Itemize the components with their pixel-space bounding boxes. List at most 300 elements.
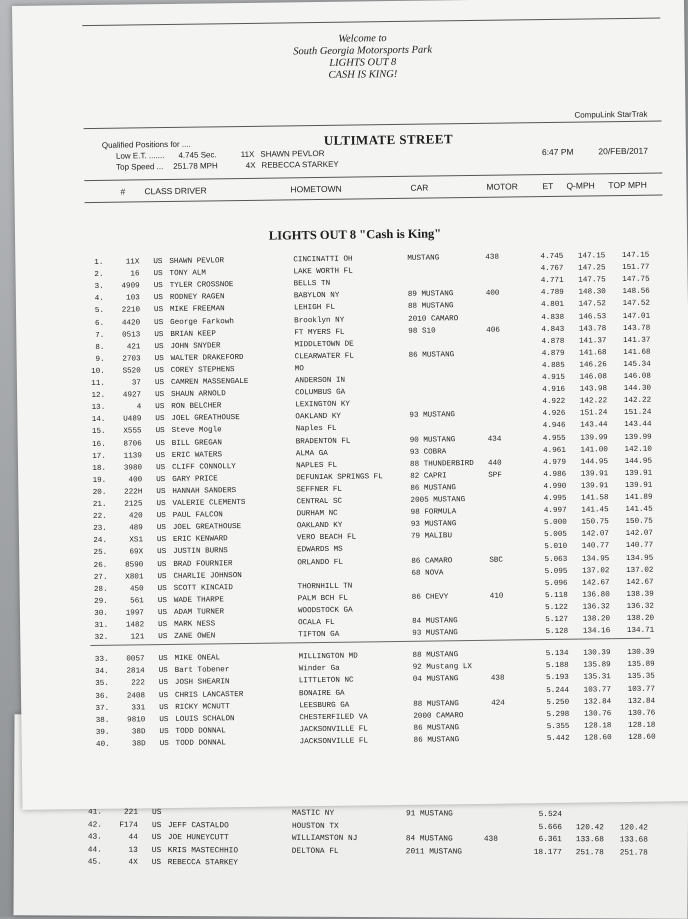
cell-q: 251.78 <box>564 847 604 859</box>
cell-car: 68 NOVA <box>411 567 443 579</box>
cell-cls: US <box>155 353 164 365</box>
cell-q: 146.26 <box>567 359 607 372</box>
cell-driver: CAMREN MASSENGALE <box>171 376 249 389</box>
cell-cls: US <box>154 304 163 316</box>
cell-car: 79 MALIBU <box>411 531 452 544</box>
cell-driver: ZANE OWEN <box>174 630 215 643</box>
cell-driver: George Farkowh <box>170 316 234 329</box>
cell-num: 4X <box>110 857 138 869</box>
cell-car: 89 MUSTANG <box>408 289 454 302</box>
cell-num: F174 <box>110 819 138 831</box>
cell-num: 8706 <box>114 438 142 450</box>
cell-pos: 24. <box>89 535 107 547</box>
cell-num: 561 <box>116 595 144 607</box>
cell-num: 8590 <box>115 559 143 571</box>
cell-pos: 21. <box>88 499 106 511</box>
cell-cls: US <box>154 280 163 292</box>
cell-num: XS1 <box>115 535 143 547</box>
cell-car: 2010 CAMARO <box>408 313 458 326</box>
cell-driver: WADE THARPE <box>174 594 224 607</box>
cell-town: TIFTON GA <box>298 629 339 642</box>
cell-q: 138.20 <box>570 613 610 626</box>
cell-driver: COREY STEPHENS <box>171 364 235 377</box>
cell-driver: SHAUN ARNOLD <box>171 388 226 401</box>
cell-town: DURHAM NC <box>297 508 338 521</box>
header-divider <box>84 121 662 130</box>
cell-driver: JOE HUNEYCUTT <box>168 832 229 844</box>
cell-q: 139.91 <box>568 468 608 481</box>
cell-et: 4.946 <box>527 420 565 432</box>
cell-num: 420 <box>115 510 143 522</box>
cell-q: 141.68 <box>567 347 607 360</box>
cell-driver: CLIFF CONNOLLY <box>172 461 236 474</box>
cell-top: 103.77 <box>615 683 655 696</box>
cell-town: OAKLAND KY <box>295 411 341 424</box>
cell-town: MIDDLETOWN DE <box>294 338 353 351</box>
cell-top: 146.08 <box>611 371 651 384</box>
cell-town: LEXINGTON KY <box>295 399 350 412</box>
cell-num: 4927 <box>113 389 141 401</box>
cell-q: 134.95 <box>569 553 609 566</box>
cell-town: ANDERSON IN <box>295 375 345 388</box>
cell-pos: 4. <box>86 293 104 305</box>
cell-top: 139.91 <box>612 467 652 480</box>
cell-q: 133.68 <box>564 834 604 846</box>
cell-cls: US <box>152 832 161 844</box>
cell-pos: 19. <box>88 475 106 487</box>
cell-car: MUSTANG <box>407 252 439 264</box>
cell-town: THORNHILL TN <box>298 580 353 593</box>
cell-top: 141.45 <box>613 504 653 517</box>
cell-car: 86 CAMARO <box>411 555 452 568</box>
cell-num: 4909 <box>112 281 140 293</box>
report-time: 6:47 PM <box>542 147 574 157</box>
cell-num: 331 <box>117 702 145 714</box>
cell-q: 142.67 <box>570 577 610 590</box>
column-headers <box>14 179 686 200</box>
cell-cls: US <box>156 425 165 437</box>
cell-et: 4.961 <box>528 444 566 456</box>
cell-top: 141.37 <box>610 334 650 347</box>
cell-car: 86 MUSTANG <box>414 734 460 747</box>
cell-cls: US <box>157 510 166 522</box>
cell-cls: US <box>159 714 168 726</box>
cell-top: 139.99 <box>612 431 652 444</box>
event-name: LIGHTS OUT 8 <box>73 54 653 74</box>
cell-num: 0057 <box>116 654 144 666</box>
cell-top: 251.78 <box>608 847 648 859</box>
cell-et: 4.745 <box>525 251 563 263</box>
cell-town: CENTRAL SC <box>296 496 342 509</box>
cell-driver: WALTER DRAKEFORD <box>171 352 244 365</box>
cell-top: 144.30 <box>611 383 651 396</box>
cell-et: 5.095 <box>529 565 567 577</box>
cell-car: 88 MUSTANG <box>408 301 454 314</box>
cell-et: 5.122 <box>530 602 568 614</box>
cell-num: 4420 <box>112 317 140 329</box>
cell-cls: US <box>156 438 165 450</box>
cell-town: JACKSONVILLE FL <box>300 735 369 748</box>
cell-q: 128.60 <box>572 732 612 745</box>
cell-driver: Bart Tobener <box>175 665 230 678</box>
cell-town: Brooklyn NY <box>294 314 344 327</box>
cell-pos: 30. <box>90 608 108 620</box>
cell-town: FT MYERS FL <box>294 326 344 339</box>
cell-driver: JOSH SHEARIN <box>175 677 230 690</box>
cell-top: 147.15 <box>609 250 649 263</box>
cell-top: 147.01 <box>610 310 650 323</box>
cell-pos: 44. <box>84 844 102 856</box>
cell-et: 5.005 <box>529 529 567 541</box>
cell-driver: HANNAH SANDERS <box>172 485 236 498</box>
cell-pos: 34. <box>91 666 109 678</box>
cell-cls: US <box>157 522 166 534</box>
top-speed-car: 4X <box>246 160 256 171</box>
cell-driver: JOEL GREATHOUSE <box>173 521 242 534</box>
cell-q: 147.15 <box>565 250 605 263</box>
cell-town: CLEARWATER FL <box>295 350 354 363</box>
cell-num: 11X <box>111 256 139 268</box>
cell-pos: 13. <box>87 402 105 414</box>
cell-cls: US <box>152 845 161 857</box>
cell-driver: TODD DONNAL <box>175 725 225 738</box>
cell-town: BELLS TN <box>294 278 331 290</box>
cell-town: BONAIRE GA <box>299 687 345 700</box>
cell-cls: US <box>155 377 164 389</box>
cell-cls: US <box>154 341 163 353</box>
cell-top: 147.75 <box>610 274 650 287</box>
cell-pos: 45. <box>84 857 102 869</box>
cell-q: 147.52 <box>566 299 606 312</box>
cell-top: 141.89 <box>612 492 652 505</box>
cell-car: 91 MUSTANG <box>406 808 453 820</box>
cell-et: 4.801 <box>526 299 564 311</box>
cell-top: 136.32 <box>614 601 654 614</box>
cell-car: 82 CAPRI <box>410 470 447 482</box>
cell-cls: US <box>159 677 168 689</box>
cell-top: 142.67 <box>614 576 654 589</box>
cell-q: 148.30 <box>566 287 606 300</box>
cell-town: PALM BCH FL <box>298 592 348 605</box>
cell-top: 145.34 <box>611 359 651 372</box>
cell-driver: RICKY MCNUTT <box>175 701 230 714</box>
cell-cls: US <box>158 619 167 631</box>
cell-q: 139.91 <box>568 480 608 493</box>
cell-car: 93 MUSTANG <box>409 410 455 423</box>
cell-num: 3980 <box>114 462 142 474</box>
cell-pos: 26. <box>89 559 107 571</box>
col-motor: MOTOR <box>486 181 518 191</box>
cell-q: 136.80 <box>570 589 610 602</box>
cell-num: 37 <box>113 377 141 389</box>
cell-pos: 41. <box>84 807 102 819</box>
cell-town: LITTLETON NC <box>299 675 354 688</box>
cell-pos: 32. <box>90 632 108 644</box>
cell-num: 13 <box>110 845 138 857</box>
cell-town: WILLIAMSTON NJ <box>292 833 358 845</box>
cell-top: 138.39 <box>614 588 654 601</box>
cell-num: U489 <box>113 414 141 426</box>
cell-cls: US <box>153 268 162 280</box>
race-title: LIGHTS OUT 8 "Cash is King" <box>75 224 635 246</box>
cell-car: 86 CHEVY <box>412 591 449 603</box>
cell-car: 93 MUSTANG <box>411 518 457 531</box>
cell-driver: BRAD FOURNIER <box>173 558 232 571</box>
cell-num: X801 <box>115 571 143 583</box>
cell-num: 44 <box>110 832 138 844</box>
cell-cls: US <box>154 329 163 341</box>
cell-pos: 22. <box>89 511 107 523</box>
cell-pos: 38. <box>91 714 109 726</box>
cell-num: 221 <box>110 807 138 819</box>
cell-et: 5.666 <box>524 821 562 833</box>
cell-cls: US <box>155 389 164 401</box>
cell-num: 450 <box>116 583 144 595</box>
cell-q: 137.02 <box>569 565 609 578</box>
cell-pos: 7. <box>86 329 104 341</box>
col-hometown: HOMETOWN <box>290 184 341 195</box>
cell-q: 146.08 <box>567 371 607 384</box>
col-topmph: TOP MPH <box>608 180 647 191</box>
cell-driver: JEFF CASTALDO <box>168 820 229 832</box>
cell-pos: 27. <box>89 571 107 583</box>
cell-top: 143.44 <box>611 419 651 432</box>
cell-num: X555 <box>114 426 142 438</box>
cell-cls: US <box>160 738 169 750</box>
cell-et: 5.244 <box>531 684 569 696</box>
cell-car: 90 MUSTANG <box>410 434 456 447</box>
cell-et: 5.355 <box>531 721 569 733</box>
cell-cls: US <box>152 820 161 832</box>
cell-num: 222H <box>114 486 142 498</box>
cell-et: 4.926 <box>527 408 565 420</box>
cell-pos: 36. <box>91 690 109 702</box>
cell-driver: JOHN SNYDER <box>170 340 220 353</box>
cell-et: 4.986 <box>528 469 566 481</box>
cell-car: 2011 MUSTANG <box>406 846 462 858</box>
cell-et: 5.127 <box>530 614 568 626</box>
cell-driver: RODNEY RAGEN <box>170 292 225 305</box>
cell-car: 98 FORMULA <box>411 506 457 519</box>
cell-pos: 1. <box>85 257 103 269</box>
cell-et: 5.298 <box>531 708 569 720</box>
cell-top: 142.07 <box>613 528 653 541</box>
report-date: 20/FEB/2017 <box>598 146 648 157</box>
cell-pos: 3. <box>86 281 104 293</box>
cell-motor: 406 <box>486 324 500 336</box>
cell-car: 86 MUSTANG <box>410 482 456 495</box>
cell-pos: 40. <box>92 739 110 751</box>
cell-car: 84 MUSTANG <box>406 833 453 845</box>
cell-town: LAKE WORTH FL <box>293 266 352 279</box>
cell-q: 141.00 <box>568 444 608 457</box>
cell-top: 150.75 <box>613 516 653 529</box>
cell-pos: 15. <box>88 426 106 438</box>
low-et-label: Low E.T. ....... <box>116 150 165 162</box>
cell-town: JACKSONVILLE FL <box>299 723 368 736</box>
cell-et: 4.995 <box>528 493 566 505</box>
event-slogan: CASH IS KING! <box>73 66 653 86</box>
cell-et: 5.000 <box>529 517 567 529</box>
cell-motor: 438 <box>484 834 498 846</box>
cell-q: 150.75 <box>569 516 609 529</box>
cell-town: OCALA FL <box>298 617 335 629</box>
cell-et: 5.128 <box>530 626 568 638</box>
cell-top: 142.10 <box>612 443 652 456</box>
results-table <box>15 249 687 258</box>
cell-driver: TONY ALM <box>169 268 206 280</box>
cell-cls: US <box>155 401 164 413</box>
cell-pos: 14. <box>87 414 105 426</box>
cell-pos: 28. <box>90 583 108 595</box>
cell-et: 6.361 <box>524 834 562 846</box>
cell-et: 4.885 <box>527 360 565 372</box>
cell-car: 2005 MUSTANG <box>410 494 465 507</box>
cell-q: 143.44 <box>567 420 607 433</box>
cell-num: 489 <box>115 523 143 535</box>
top-speed-label: Top Speed ... <box>116 161 163 173</box>
cell-pos: 25. <box>89 547 107 559</box>
cell-town: HOUSTON TX <box>292 820 339 832</box>
cell-cls: US <box>155 365 164 377</box>
cell-car: 04 MUSTANG <box>413 674 459 687</box>
cell-pos: 29. <box>90 596 108 608</box>
cell-top: 128.60 <box>616 732 656 745</box>
cell-cls: US <box>157 534 166 546</box>
cell-q: 144.95 <box>568 456 608 469</box>
cell-town: DEFUNIAK SPRINGS FL <box>296 471 383 484</box>
top-speed-value: 251.78 MPH <box>173 160 218 172</box>
low-et-driver: SHAWN PEVLOR <box>260 148 324 160</box>
cell-driver: BRIAN KEEP <box>170 328 216 341</box>
cell-pos: 9. <box>87 354 105 366</box>
cell-cls: US <box>158 631 167 643</box>
cell-q: 135.89 <box>571 660 611 673</box>
cell-pos: 5. <box>86 305 104 317</box>
event-title: ULTIMATE STREET <box>324 131 453 149</box>
cell-driver: TODD DONNAL <box>176 737 226 750</box>
cell-pos: 31. <box>90 620 108 632</box>
cell-pos: 23. <box>89 523 107 535</box>
cell-driver: SHAWN PEVLOR <box>169 255 224 268</box>
cell-pos: 16. <box>88 438 106 450</box>
cell-pos: 37. <box>91 702 109 714</box>
cell-town: MILLINGTON MD <box>298 651 357 664</box>
cell-num: 38D <box>118 738 146 750</box>
cell-num: 2210 <box>112 305 140 317</box>
cell-cls: US <box>153 256 162 268</box>
cell-et: 4.789 <box>526 287 564 299</box>
cell-pos: 12. <box>87 390 105 402</box>
cell-top: 140.77 <box>613 540 653 553</box>
cell-num: 16 <box>111 268 139 280</box>
cell-town: ALMA GA <box>296 447 328 459</box>
cell-q: 151.24 <box>567 408 607 421</box>
cell-town: WOODSTOCK GA <box>298 604 353 617</box>
cell-cls: US <box>155 413 164 425</box>
cell-et: 5.134 <box>530 648 568 660</box>
cell-town: VERO BEACH FL <box>297 532 356 545</box>
cell-driver: CHARLIE JOHNSON <box>173 570 242 583</box>
cell-num: 38D <box>117 726 145 738</box>
cell-car: 88 MUSTANG <box>413 698 459 711</box>
top-divider <box>82 18 660 27</box>
cell-q: 146.53 <box>566 311 606 324</box>
cell-et: 5.193 <box>531 672 569 684</box>
cell-top: 135.89 <box>615 659 655 672</box>
cell-cls: US <box>158 607 167 619</box>
cell-et: 5.188 <box>531 660 569 672</box>
cell-motor: 438 <box>485 252 499 264</box>
cell-et: 4.771 <box>526 275 564 287</box>
cell-q: 142.22 <box>567 395 607 408</box>
cell-q: 147.25 <box>565 262 605 275</box>
cell-et: 4.990 <box>528 481 566 493</box>
table-row <box>14 857 686 873</box>
cell-pos: 33. <box>90 654 108 666</box>
cell-pos: 20. <box>88 487 106 499</box>
cell-et: 4.915 <box>527 372 565 384</box>
cell-et: 4.955 <box>528 432 566 444</box>
cell-q: 136.32 <box>570 601 610 614</box>
cell-motor: 410 <box>490 590 504 602</box>
cell-q: 142.07 <box>569 529 609 542</box>
cell-driver: JUSTIN BURNS <box>173 546 228 559</box>
cell-driver: SCOTT KINCAID <box>174 582 233 595</box>
cell-town: OAKLAND KY <box>297 520 343 533</box>
cell-driver: MARK NESS <box>174 618 215 631</box>
cell-cls: US <box>154 317 163 329</box>
cell-cls: US <box>159 665 168 677</box>
cell-motor: 424 <box>491 697 505 709</box>
cell-motor: 440 <box>488 457 502 469</box>
cell-et: 18.177 <box>524 847 562 859</box>
cell-town: CINCINATTI OH <box>293 254 352 267</box>
cell-q: 147.75 <box>566 274 606 287</box>
cell-town: Naples FL <box>295 423 336 436</box>
cell-et: 4.916 <box>527 384 565 396</box>
cell-cls: US <box>156 462 165 474</box>
cell-car: 98 S10 <box>408 325 435 337</box>
cell-pos: 42. <box>84 819 102 831</box>
cell-driver: GARY PRICE <box>172 473 218 486</box>
welcome-header <box>72 30 653 86</box>
cell-num: 2408 <box>117 690 145 702</box>
cell-pos: 39. <box>91 727 109 739</box>
cell-driver: LOUIS SCHALON <box>175 713 234 726</box>
cell-town: NAPLES FL <box>296 459 337 472</box>
cell-top: 147.52 <box>610 298 650 311</box>
cell-num: 2703 <box>113 353 141 365</box>
cell-motor: SPF <box>488 469 502 481</box>
cell-top: 151.77 <box>609 262 649 275</box>
cell-driver: Steve Mogle <box>172 425 222 438</box>
cell-top: 144.95 <box>612 455 652 468</box>
cell-driver: TYLER CROSSNOE <box>170 279 234 292</box>
cell-et: 4.843 <box>526 323 564 335</box>
cell-car: 84 MUSTANG <box>412 615 458 628</box>
cell-car: 93 MUSTANG <box>412 627 458 640</box>
cell-top: 134.95 <box>613 552 653 565</box>
cell-cls: US <box>158 583 167 595</box>
results-sheet <box>12 0 688 810</box>
cell-town: Winder Ga <box>299 663 340 676</box>
cell-et: 5.442 <box>532 733 570 745</box>
cell-cls: US <box>156 486 165 498</box>
timing-system-label: CompuLink StarTrak <box>574 110 647 120</box>
cell-pos: 35. <box>91 678 109 690</box>
cell-car: 88 THUNDERBIRD <box>410 458 474 471</box>
